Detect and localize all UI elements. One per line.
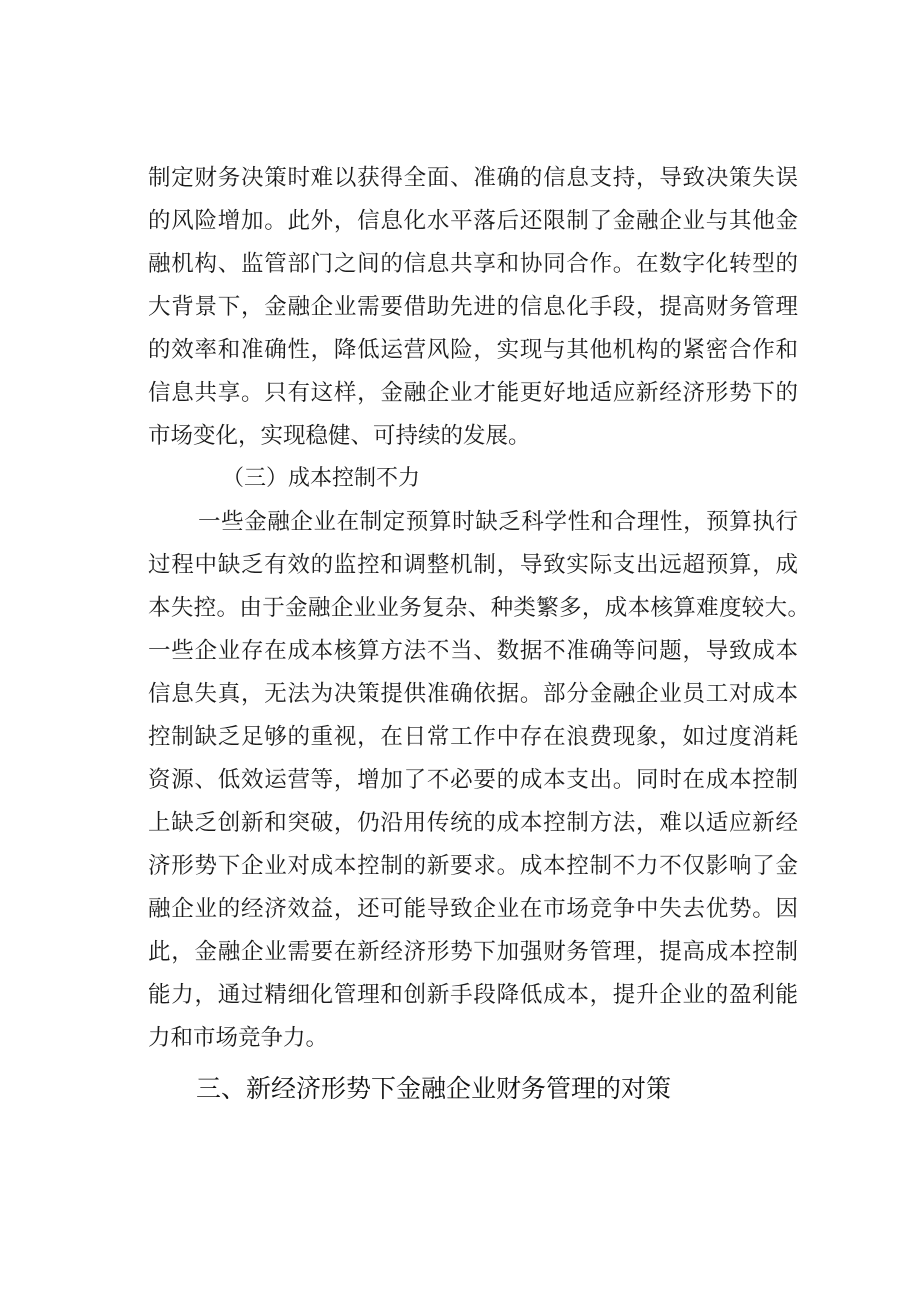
paragraph-2-line-7: 资源、低效运营等，增加了不必要的成本支出。同时在成本控制 [148,767,798,793]
section-heading-countermeasures: 三、新经济形势下金融企业财务管理的对策 [196,1074,672,1103]
paragraph-2-line-8: 上缺乏创新和突破，仍沿用传统的成本控制方法，难以适应新经 [148,810,798,836]
paragraph-2-line-2: 过程中缺乏有效的监控和调整机制，导致实际支出远超预算，成 [148,552,798,578]
paragraph-2-line-6: 控制缺乏足够的重视，在日常工作中存在浪费现象，如过度消耗 [148,724,798,750]
paragraph-1-line-7: 市场变化，实现稳健、可持续的发展。 [148,423,531,449]
paragraph-2-line-9: 济形势下企业对成本控制的新要求。成本控制不力不仅影响了金 [148,853,798,879]
paragraph-2-line-11: 此，金融企业需要在新经济形势下加强财务管理，提高成本控制 [148,939,798,965]
paragraph-1-line-3: 融机构、监管部门之间的信息共享和协同合作。在数字化转型的 [148,251,798,277]
paragraph-1-line-6: 信息共享。只有这样，金融企业才能更好地适应新经济形势下的 [148,380,798,406]
paragraph-2-line-4: 一些企业存在成本核算方法不当、数据不准确等问题，导致成本 [148,638,798,664]
paragraph-1-line-4: 大背景下，金融企业需要借助先进的信息化手段，提高财务管理 [148,294,798,320]
paragraph-1-line-5: 的效率和准确性，降低运营风险，实现与其他机构的紧密合作和 [148,337,798,363]
paragraph-1-line-1: 制定财务决策时难以获得全面、准确的信息支持，导致决策失误 [148,165,798,191]
paragraph-1-line-2: 的风险增加。此外，信息化水平落后还限制了金融企业与其他金 [148,208,798,234]
paragraph-2-line-5: 信息失真，无法为决策提供准确依据。部分金融企业员工对成本 [148,681,798,707]
paragraph-2-line-3: 本失控。由于金融企业业务复杂、种类繁多，成本核算难度较大。 [148,595,810,621]
paragraph-2-line-13: 力和市场竞争力。 [148,1025,329,1051]
paragraph-2-line-10: 融企业的经济效益，还可能导致企业在市场竞争中失去优势。因 [148,896,798,922]
subheading-cost-control: （三）成本控制不力 [222,466,421,491]
paragraph-2-line-12: 能力，通过精细化管理和创新手段降低成本，提升企业的盈利能 [148,982,798,1008]
paragraph-2-line-1: 一些金融企业在制定预算时缺乏科学性和合理性，预算执行 [198,509,798,535]
